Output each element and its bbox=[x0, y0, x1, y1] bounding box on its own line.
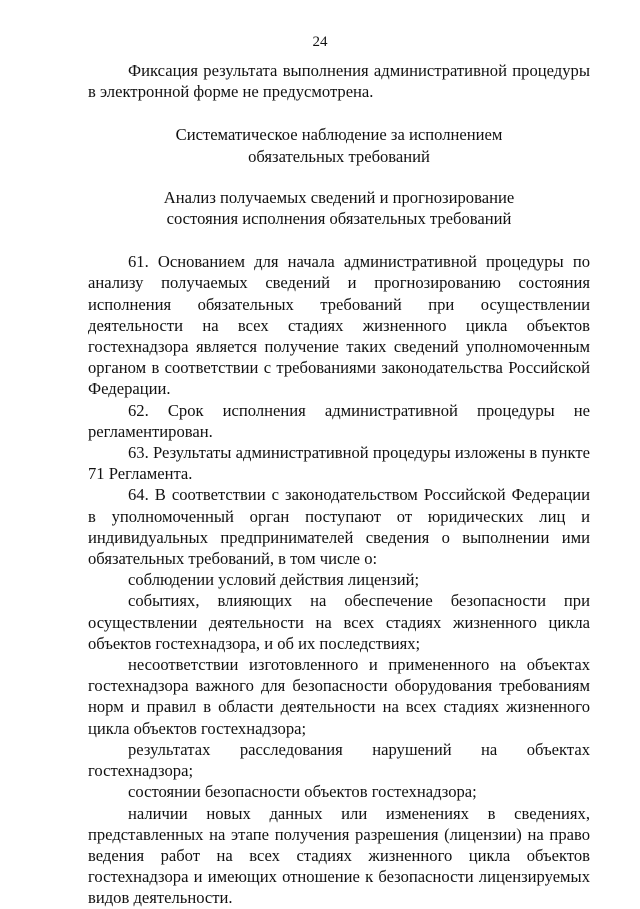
list-item-safety-state: состоянии безопасности объектов гостехнадзора; bbox=[128, 782, 477, 802]
page-number: 24 bbox=[312, 34, 328, 50]
subsection-heading-line-1: Анализ получаемых сведений и прогнозирование bbox=[163, 187, 515, 207]
subsection-heading-line-2: состояния исполнения обязательных требований bbox=[166, 209, 512, 229]
paragraph-62: 62. Срок исполнения административной процедуры не регламентирован. bbox=[88, 400, 590, 441]
document-body bbox=[88, 60, 590, 909]
list-item-investigation-results: результатах расследования нарушений на объектах гостехнадзора; bbox=[88, 739, 590, 781]
paragraph-61: 61. Основанием для начала административной процедуры по анализу получаемых сведений и прогнозированию состояния исполнения обязательных требований при осуществлении деятельности на всех стадиях жизненного цикла объектов гостехнадзора является получение таких сведений уполномоченным органом в соответствии с требованиями законодательства Российской Федерации. bbox=[88, 252, 590, 399]
paragraph-63: 63. Результаты административной процедуры изложены в пункте 71 Регламента. bbox=[88, 443, 590, 484]
list-item-licenses: соблюдении условий действия лицензий; bbox=[128, 570, 420, 590]
intro-paragraph: Фиксация результата выполнения административной процедуры в электронной форме не предусмотрена. bbox=[88, 61, 590, 102]
section-heading-line-1: Систематическое наблюдение за исполнением bbox=[175, 125, 503, 145]
list-item-equipment-nonconformity: несоответствии изготовленного и примененного на объектах гостехнадзора важного для безопасности оборудования требованиям норм и правил в области деятельности на всех стадиях жизненного цикла объектов гостехнадзора; bbox=[88, 655, 590, 738]
subsection-heading bbox=[88, 187, 590, 229]
section-heading-line-2: обязательных требований bbox=[248, 146, 430, 166]
section-heading bbox=[88, 124, 590, 166]
list-item-new-data: наличии новых данных или изменениях в сведениях, представленных на этапе получения разрешения (лицензии) на право ведения работ на всех стадиях жизненного цикла объектов гостехнадзора и имеющих отношение к безопасности лицензируемых видов деятельности. bbox=[88, 803, 590, 908]
list-item-safety-events: событиях, влияющих на обеспечение безопасности при осуществлении деятельности на всех стадиях жизненного цикла объектов гостехнадзора, и об их последствиях; bbox=[88, 591, 590, 653]
paragraph-64: 64. В соответствии с законодательством Российской Федерации в уполномоченный орган поступают от юридических лиц и индивидуальных предпринимателей сведения о выполнении ими обязательных требований, в том числе о: bbox=[88, 485, 590, 569]
